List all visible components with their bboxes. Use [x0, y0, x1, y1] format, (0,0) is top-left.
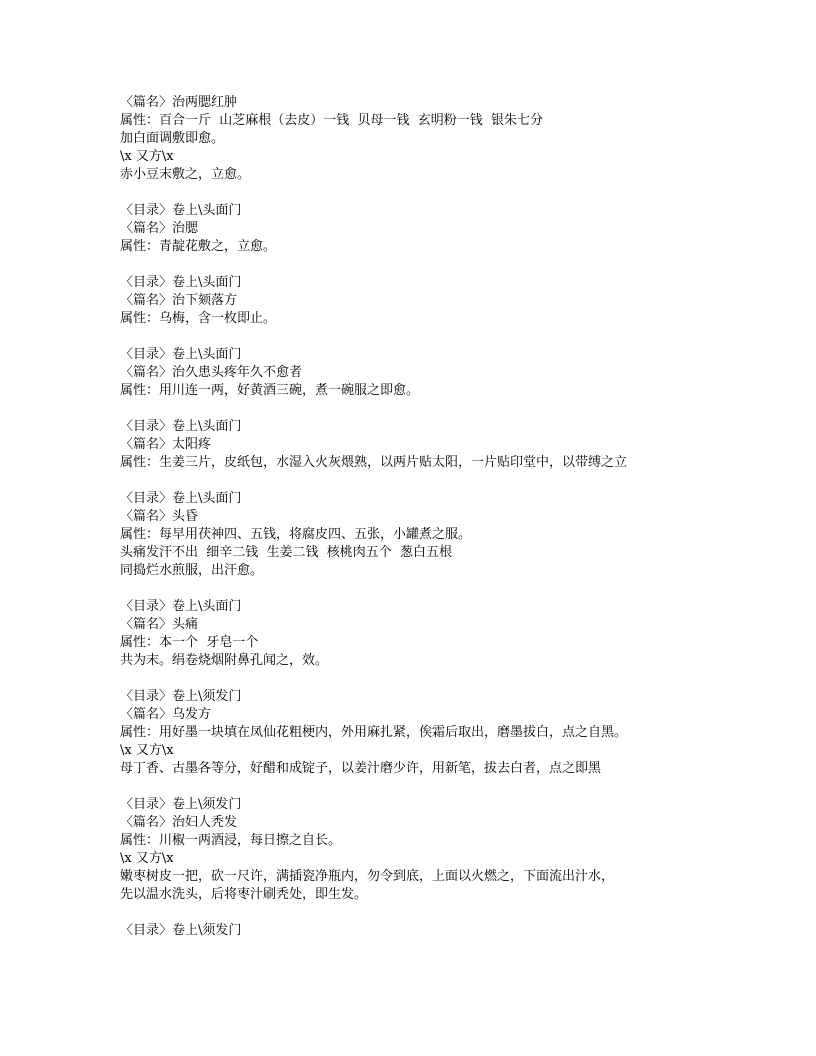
text-line: 〈目录〉卷上\头面门: [120, 599, 242, 614]
text-line: 赤小豆末敷之，立愈。: [120, 167, 251, 182]
text-line: 〈目录〉卷上\头面门: [120, 203, 242, 218]
text-line: 〈篇名〉治下颏落方: [120, 293, 238, 308]
text-line: 属性：百合一斤 山芝麻根（去皮）一钱 贝母一钱 玄明粉一钱 银朱七分: [120, 113, 544, 128]
text-line: 同捣烂水煎服，出汗愈。: [120, 563, 264, 578]
blank-line: [120, 580, 780, 598]
blank-line: [120, 904, 780, 922]
blank-line: [120, 400, 780, 418]
text-line: 〈目录〉卷上\头面门: [120, 347, 242, 362]
text-line: 〈目录〉卷上\须发门: [120, 797, 242, 812]
blank-line: [120, 670, 780, 688]
text-line: 〈篇名〉乌发方: [120, 707, 212, 722]
text-line: 〈篇名〉太阳疼: [120, 437, 212, 452]
text-line: \x 又方\x: [120, 149, 174, 164]
document-body: [120, 94, 780, 940]
text-line: 属性：川椒一两酒浸，每日擦之自长。: [120, 833, 342, 848]
text-line: 头痛发汗不出 细辛二钱 生姜二钱 核桃肉五个 葱白五根: [120, 545, 453, 560]
text-line: 〈目录〉卷上\须发门: [120, 689, 242, 704]
text-line: 属性：本一个 牙皂一个: [120, 635, 259, 650]
text-line: 先以温水洗头，后将枣汁刷秃处，即生发。: [120, 887, 368, 902]
text-line: 母丁香、古墨各等分，好醋和成锭子，以姜汁磨少许，用新笔，拔去白者，点之即黑: [120, 761, 602, 776]
blank-line: [120, 328, 780, 346]
blank-line: [120, 778, 780, 796]
blank-line: [120, 256, 780, 274]
text-line: \x 又方\x: [120, 851, 174, 866]
text-line: 〈篇名〉治久患头疼年久不愈者: [120, 365, 303, 380]
text-line: 属性：乌梅，含一枚即止。: [120, 311, 277, 326]
text-line: 〈目录〉卷上\须发门: [120, 923, 242, 938]
text-line: 〈篇名〉治妇人秃发: [120, 815, 238, 830]
text-line: 嫩枣树皮一把，砍一尺许，满插瓷净瓶内，勿令到底，上面以火燃之，下面流出汁水，: [120, 869, 615, 884]
text-line: 〈篇名〉头痛: [120, 617, 199, 632]
text-line: 共为末。绢卷烧烟附鼻孔闻之，效。: [120, 653, 329, 668]
text-line: 属性：用川连一两，好黄酒三碗，煮一碗服之即愈。: [120, 383, 420, 398]
blank-line: [120, 472, 780, 490]
text-line: 〈目录〉卷上\头面门: [120, 491, 242, 506]
text-line: 〈目录〉卷上\头面门: [120, 275, 242, 290]
text-line: 〈篇名〉头昏: [120, 509, 199, 524]
text-line: 〈篇名〉治腮: [120, 221, 199, 236]
blank-line: [120, 184, 780, 202]
text-line: 〈目录〉卷上\头面门: [120, 419, 242, 434]
text-line: 属性：用好墨一块填在凤仙花粗梗内，外用麻扎紧，俟霜后取出，磨墨拔白，点之自黑。: [120, 725, 628, 740]
text-line: 属性：生姜三片，皮纸包，水湿入火灰煨熟，以两片贴太阳，一片贴印堂中，以带缚之立: [120, 455, 628, 470]
text-line: 〈篇名〉治两腮红肿: [120, 95, 238, 110]
text-line: 属性：青靛花敷之，立愈。: [120, 239, 277, 254]
text-line: \x 又方\x: [120, 743, 174, 758]
text-line: 加白面调敷即愈。: [120, 131, 225, 146]
text-line: 属性：每早用茯神四、五钱，将腐皮四、五张，小罐煮之服。: [120, 527, 472, 542]
